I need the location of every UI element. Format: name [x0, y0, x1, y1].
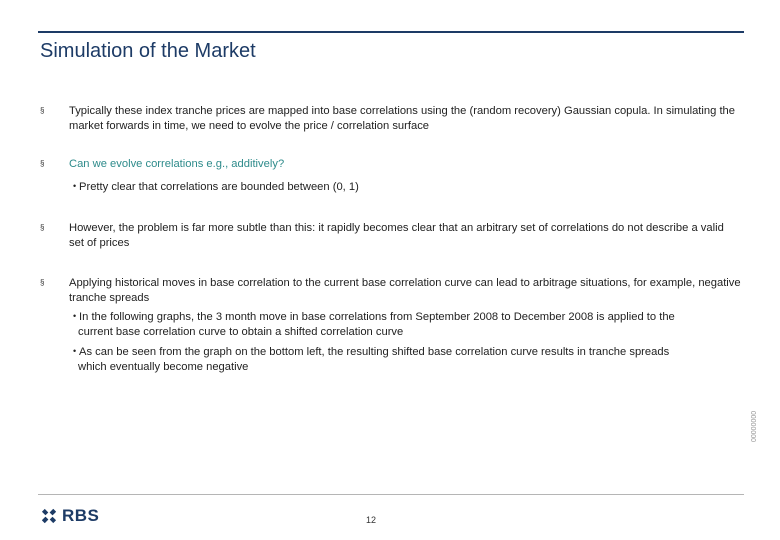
bullet-text-highlight: Can we evolve correlations e.g., additively?	[69, 158, 285, 170]
sub-bullet-dot: •	[73, 181, 77, 191]
bullet-text: However, the problem is far more subtle than this: it rapidly becomes clear that an arbitrary set of correlations do not describe a valid set of prices	[69, 222, 724, 249]
sub-bullet	[73, 180, 741, 195]
bullet-marker: §	[40, 223, 45, 232]
footer-rule	[38, 494, 744, 495]
bullet-text: Applying historical moves in base correlation to the current base correlation curve can lead to arbitrage situations, for example, negative tranche spreads	[69, 277, 741, 304]
sub-bullet-dot: •	[73, 346, 77, 356]
sub-bullet-dot: •	[73, 311, 77, 321]
sub-bullet-text: Pretty clear that correlations are bounded between (0, 1)	[79, 181, 359, 193]
logo-text: RBS	[62, 506, 100, 525]
sub-bullet-text-cont: which eventually become negative	[78, 361, 249, 373]
bullet-marker: §	[40, 278, 45, 287]
header-rule	[38, 31, 744, 33]
rbs-logo	[40, 507, 99, 525]
slide-title: Simulation of the Market	[40, 40, 256, 62]
bullet-text: Typically these index tranche prices are mapped into base correlations using the (random recovery) Gaussian copula. In simulating the market forwards in time, we need to evolve the price / correlation surface	[69, 105, 736, 132]
sub-bullet-text: As can be seen from the graph on the bottom left, the resulting shifted base correlation curve results in tranche spreads	[79, 346, 670, 358]
bullet-marker: §	[40, 159, 45, 168]
daisy-wheel-icon	[40, 507, 58, 525]
sub-bullet-text-cont: current base correlation curve to obtain a shifted correlation curve	[78, 326, 404, 338]
side-reference-code: 00000000	[751, 410, 758, 442]
bullet-marker: §	[40, 106, 45, 115]
sub-bullet	[73, 310, 741, 340]
page-number: 12	[366, 515, 377, 525]
sub-bullet	[73, 345, 741, 375]
sub-bullet-text: In the following graphs, the 3 month move in base correlations from September 2008 to December 2008 is applied to the	[79, 311, 675, 323]
